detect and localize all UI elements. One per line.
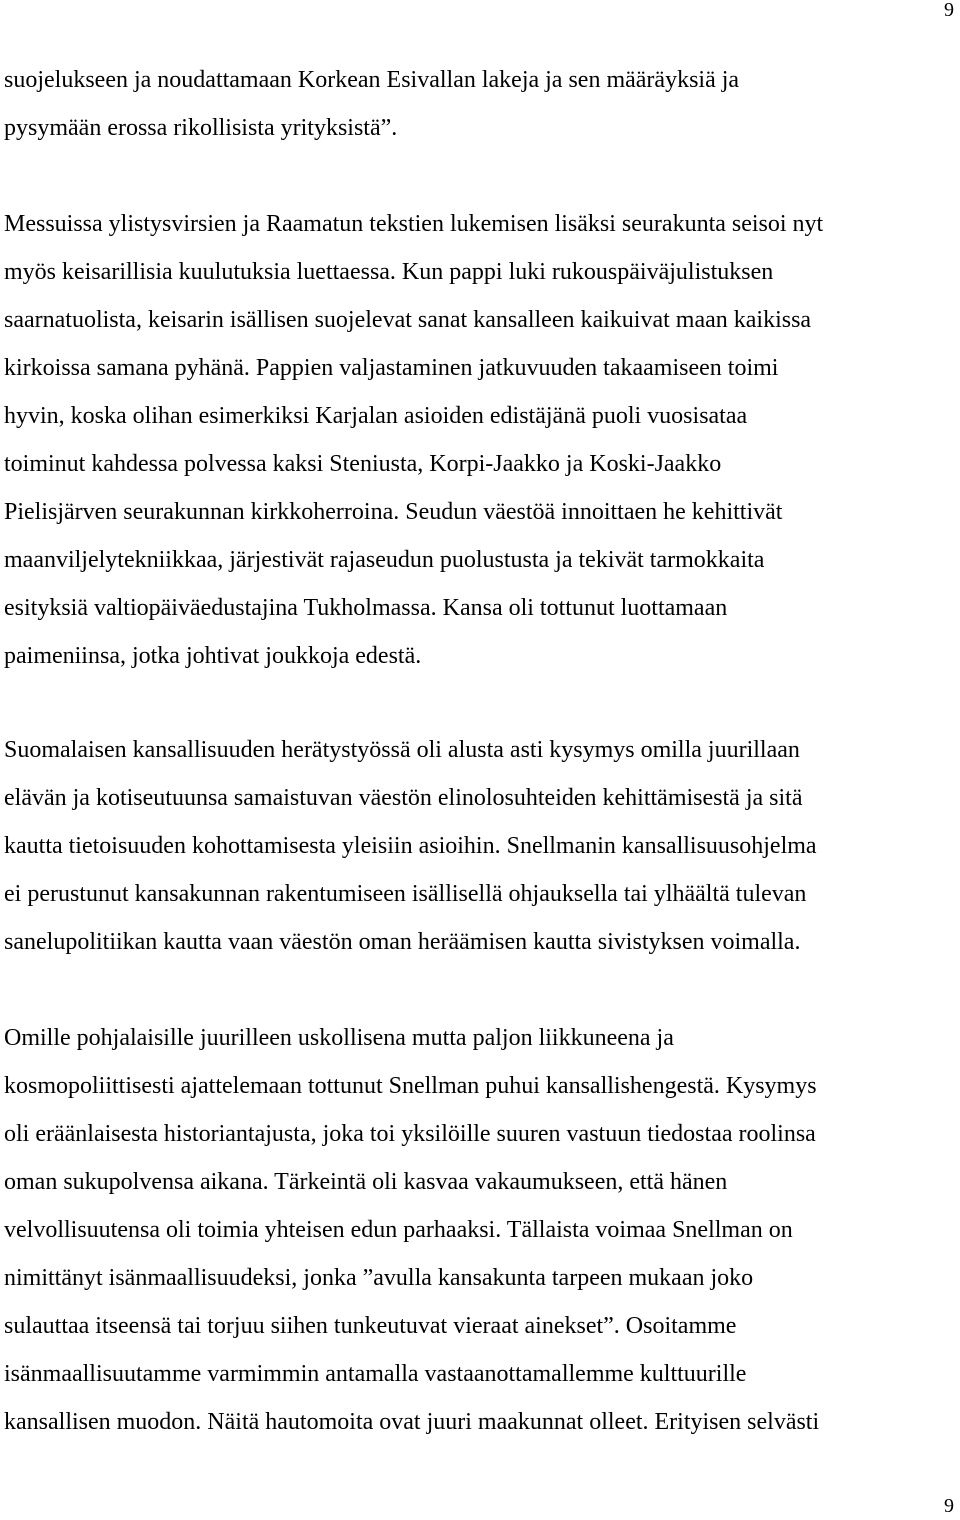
- paragraph-4: [4, 1014, 960, 1446]
- text-line: sanelupolitiikan kautta vaan väestön oman heräämisen kautta sivistyksen voimalla.: [4, 929, 801, 955]
- text-line: oman sukupolvensa aikana. Tärkeintä oli kasvaa vakaumukseen, että hänen: [4, 1169, 728, 1195]
- text-line: oli eräänlaisesta historiantajusta, joka toi yksilöille suuren vastuun tiedostaa roolinsa: [4, 1121, 816, 1147]
- text-line: suojelukseen ja noudattamaan Korkean Esivallan lakeja ja sen määräyksiä ja: [4, 67, 740, 93]
- text-line: toiminut kahdessa polvessa kaksi Steniusta, Korpi-Jaakko ja Koski-Jaakko: [4, 451, 722, 477]
- page-number-bottom: 9: [944, 1495, 954, 1517]
- paragraph-1: [4, 56, 960, 152]
- page-number-top: 9: [944, 0, 954, 21]
- text-line: isänmaallisuutamme varmimmin antamalla vastaanottamallemme kulttuurille: [4, 1361, 747, 1387]
- text-line: ei perustunut kansakunnan rakentumiseen isällisellä ohjauksella tai ylhäältä tulevan: [4, 881, 807, 907]
- text-line: nimittänyt isänmaallisuudeksi, jonka ”avulla kansakunta tarpeen mukaan joko: [4, 1265, 754, 1291]
- text-line: velvollisuutensa oli toimia yhteisen edun parhaaksi. Tällaista voimaa Snellman on: [4, 1217, 793, 1243]
- text-line: Messuissa ylistysvirsien ja Raamatun tekstien lukemisen lisäksi seurakunta seisoi nyt: [4, 211, 824, 237]
- text-line: kansallisen muodon. Näitä hautomoita ovat juuri maakunnat olleet. Erityisen selvästi: [4, 1409, 820, 1435]
- text-line: Pielisjärven seurakunnan kirkkoherroina. Seudun väestöä innoittaen he kehittivät: [4, 499, 783, 525]
- text-line: paimeniinsa, jotka johtivat joukkoja edestä.: [4, 643, 422, 669]
- paragraph-3: [4, 726, 960, 966]
- text-line: sulauttaa itseensä tai torjuu siihen tunkeutuvat vieraat ainekset”. Osoitamme: [4, 1313, 737, 1339]
- text-line: hyvin, koska olihan esimerkiksi Karjalan asioiden edistäjänä puoli vuosisataa: [4, 403, 748, 429]
- paragraph-2: [4, 200, 960, 680]
- text-line: elävän ja kotiseutuunsa samaistuvan väestön elinolosuhteiden kehittämisestä ja sitä: [4, 785, 803, 811]
- text-line: maanviljelytekniikkaa, järjestivät rajaseudun puolustusta ja tekivät tarmokkaita: [4, 547, 765, 573]
- text-line: Omille pohjalaisille juurilleen uskollisena mutta paljon liikkuneena ja: [4, 1025, 674, 1051]
- text-line: pysymään erossa rikollisista yrityksistä”.: [4, 115, 398, 141]
- text-line: kautta tietoisuuden kohottamisesta yleisiin asioihin. Snellmanin kansallisuusohjelma: [4, 833, 817, 859]
- text-line: saarnatuolista, keisarin isällisen suojelevat sanat kansalleen kaikuivat maan kaikissa: [4, 307, 812, 333]
- text-line: myös keisarillisia kuulutuksia luettaessa. Kun pappi luki rukouspäiväjulistuksen: [4, 259, 774, 285]
- text-line: kosmopoliittisesti ajattelemaan tottunut Snellman puhui kansallishengestä. Kysymys: [4, 1073, 817, 1099]
- text-line: kirkoissa samana pyhänä. Pappien valjastaminen jatkuvuuden takaamiseen toimi: [4, 355, 779, 381]
- text-line: esityksiä valtiopäiväedustajina Tukholmassa. Kansa oli tottunut luottamaan: [4, 595, 728, 621]
- text-line: Suomalaisen kansallisuuden herätystyössä oli alusta asti kysymys omilla juurillaan: [4, 737, 800, 763]
